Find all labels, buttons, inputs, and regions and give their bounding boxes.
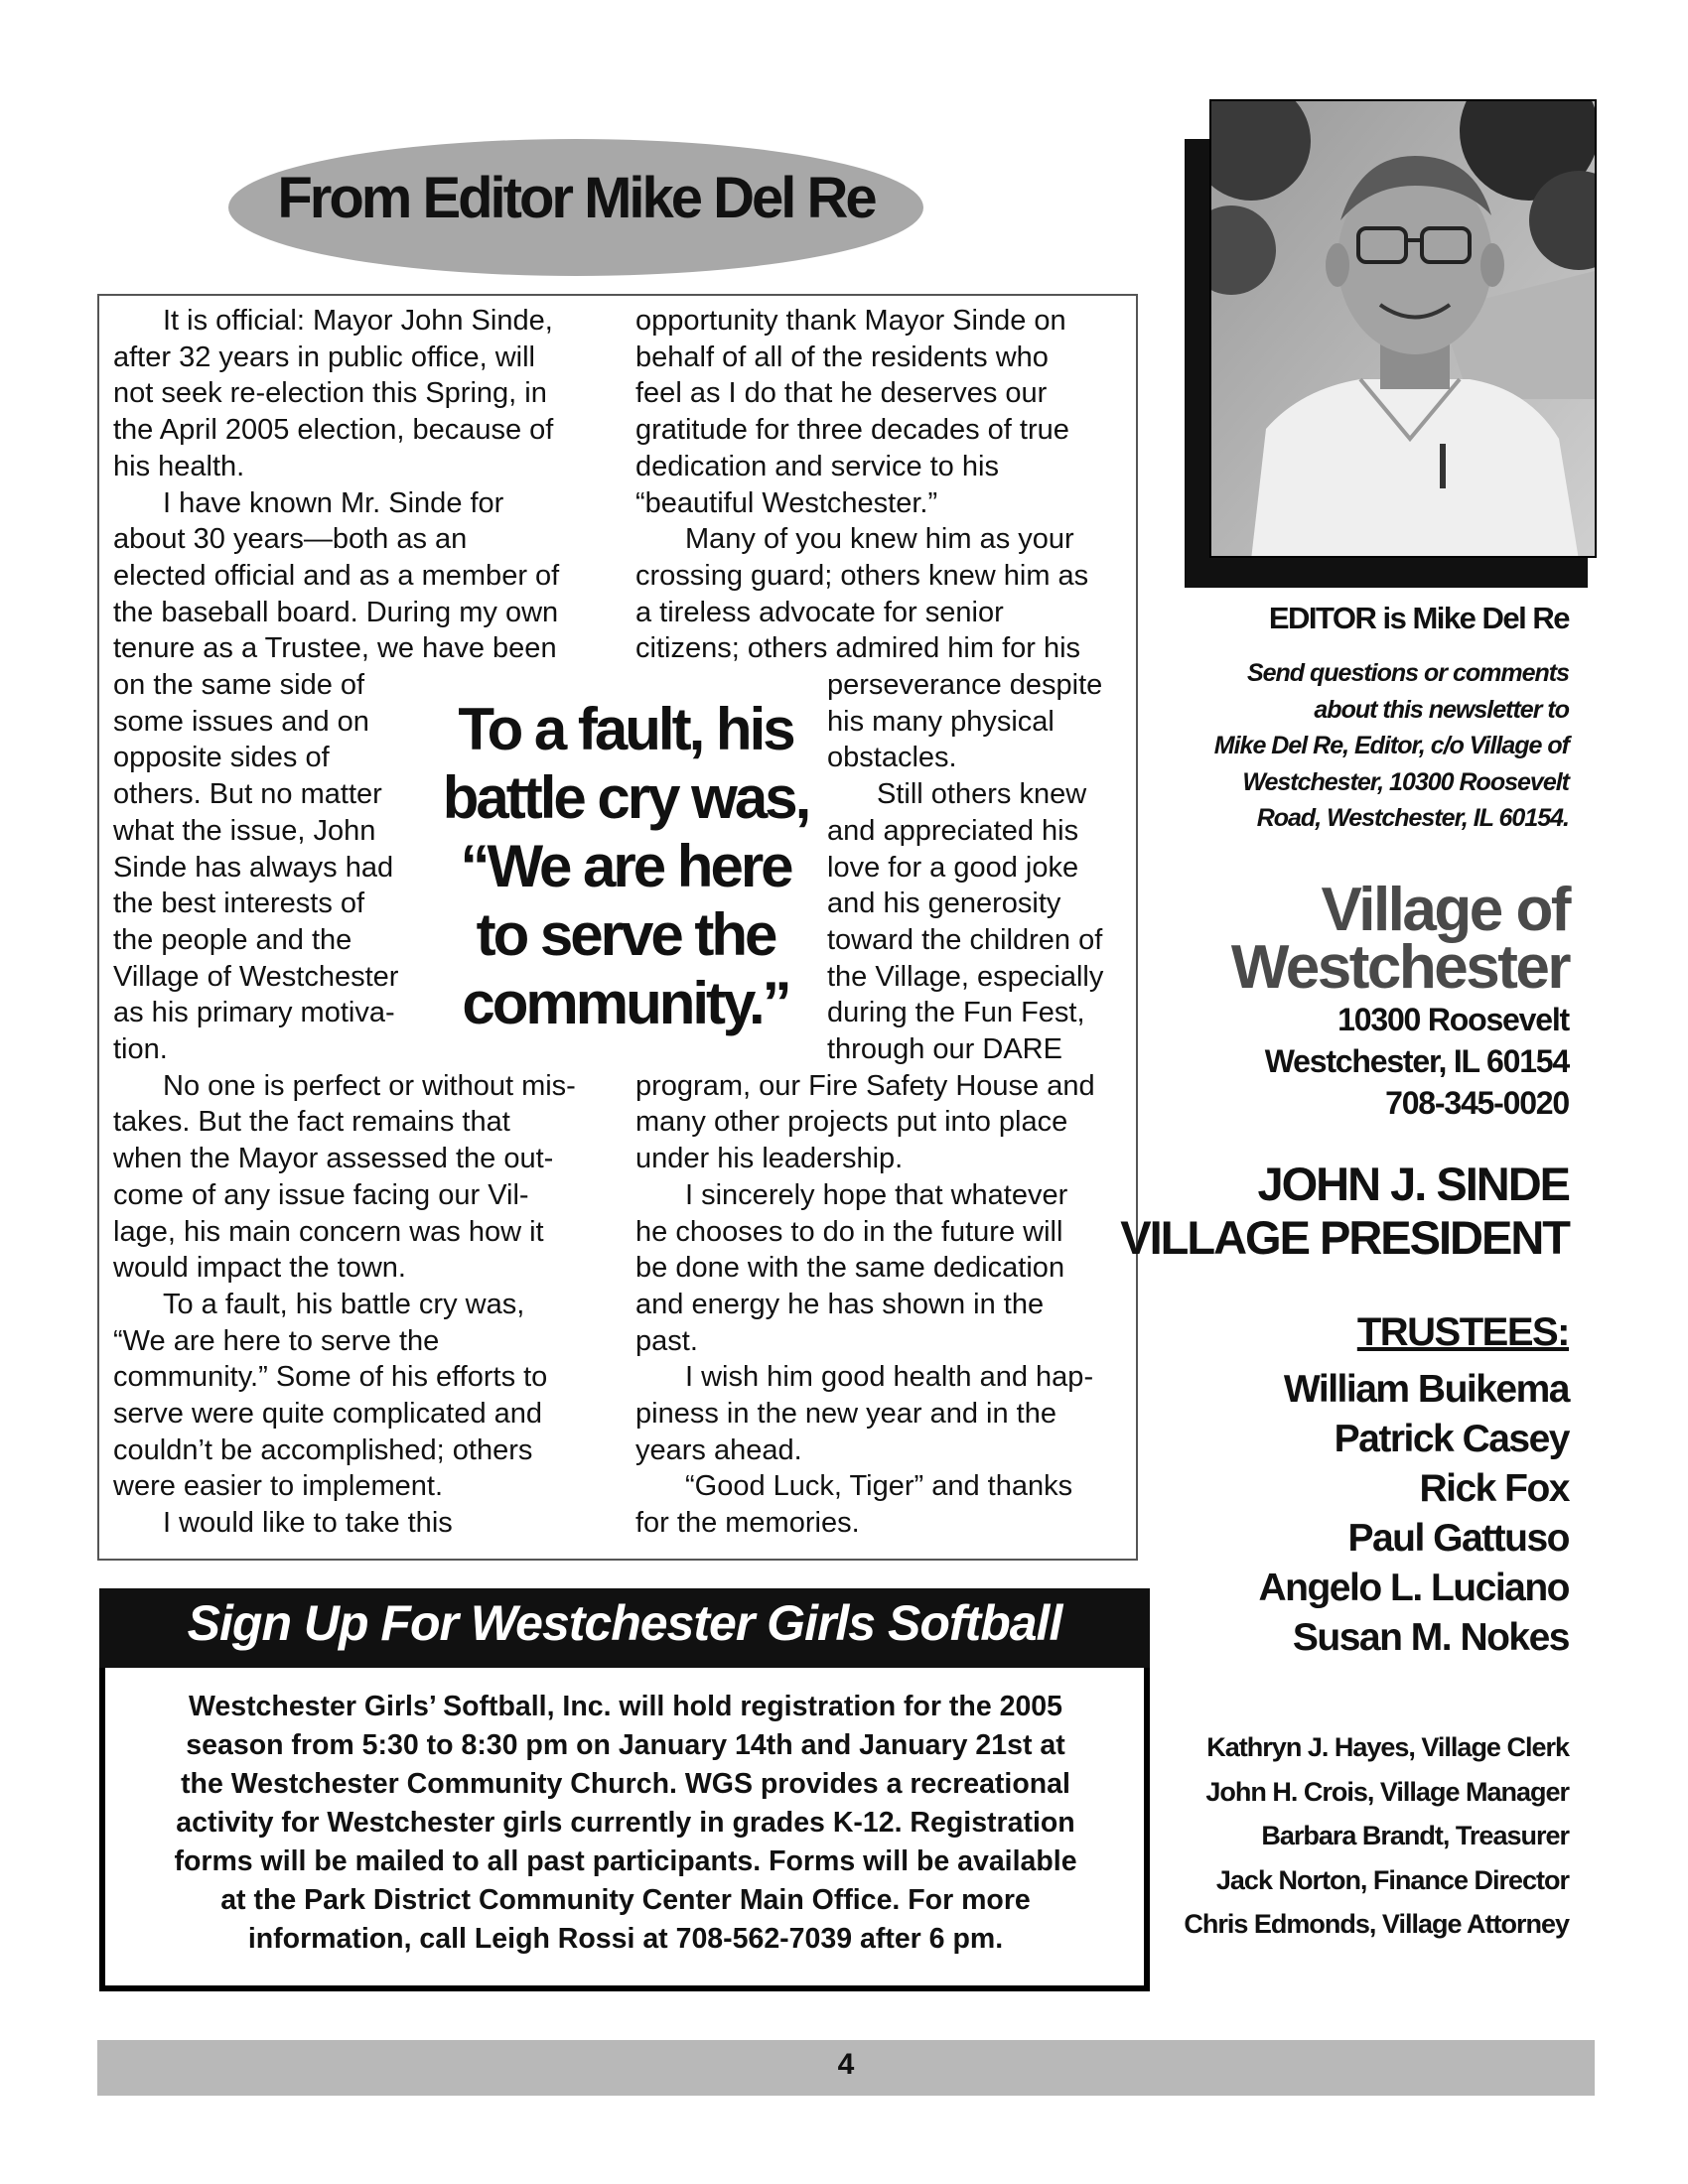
- softball-line: Westchester Girls’ Softball, Inc. will hold registration for the 2005: [188, 1691, 1063, 1722]
- official-entry: Chris Edmonds, Village Attorney: [1184, 1909, 1569, 1939]
- village-name-line: Westchester: [1230, 933, 1569, 1002]
- president-title: VILLAGE PRESIDENT: [1120, 1211, 1569, 1264]
- softball-title: Sign Up For Westchester Girls Softball: [187, 1595, 1062, 1651]
- article-line: the people and the: [113, 923, 352, 956]
- pull-quote: [437, 695, 814, 1037]
- softball-line: information, call Leigh Rossi at 708-562-7039 after 6 pm.: [247, 1923, 1004, 1955]
- article-line: be done with the same dedication: [635, 1252, 1065, 1285]
- article-line: “We are here to serve the: [113, 1324, 440, 1357]
- article-line: I have known Mr. Sinde for: [163, 486, 504, 519]
- official-entry: Kathryn J. Hayes, Village Clerk: [1206, 1732, 1569, 1762]
- article-line: as his primary motiva-: [113, 997, 395, 1029]
- article-line: gratitude for three decades of true: [635, 414, 1069, 447]
- article-line: tenure as a Trustee, we have been: [113, 632, 557, 665]
- article-line: opportunity thank Mayor Sinde on: [635, 305, 1066, 337]
- article-line: I wish him good health and hap-: [685, 1361, 1094, 1394]
- trustee-name: Susan M. Nokes: [1292, 1616, 1569, 1659]
- article-line: through our DARE: [827, 1033, 1062, 1065]
- article-line: when the Mayor assessed the out-: [113, 1143, 554, 1175]
- trustee-name: Patrick Casey: [1334, 1418, 1569, 1460]
- article-line: after 32 years in public office, will: [113, 341, 536, 373]
- article-line: not seek re-election this Spring, in: [113, 377, 547, 410]
- softball-line: season from 5:30 to 8:30 pm on January 14th and January 21st at: [186, 1729, 1065, 1761]
- trustee-name: William Buikema: [1283, 1368, 1569, 1411]
- article-line: Sinde has always had: [113, 851, 394, 884]
- pull-quote-line: “We are here: [460, 833, 791, 899]
- article-line: many other projects put into place: [635, 1106, 1068, 1139]
- article-line: his many physical: [827, 705, 1055, 738]
- article-line: the April 2005 election, because of: [113, 414, 554, 447]
- village-name: [1230, 876, 1569, 1002]
- president-name: JOHN J. SINDE: [1257, 1158, 1569, 1210]
- article-line: come of any issue facing our Vil-: [113, 1178, 529, 1211]
- page-title: From Editor Mike Del Re: [277, 166, 875, 230]
- softball-line: at the Park District Community Center Main Office. For more: [220, 1884, 1031, 1916]
- article-line: community.” Some of his efforts to: [113, 1361, 548, 1394]
- send-note-line: about this newsletter to: [1314, 695, 1569, 724]
- article-line: would impact the town.: [113, 1252, 406, 1285]
- article-line: tion.: [113, 1033, 168, 1065]
- trustee-name: Paul Gattuso: [1347, 1517, 1569, 1560]
- article-line: I would like to take this: [163, 1507, 453, 1540]
- article-line: were easier to implement.: [113, 1470, 444, 1503]
- article-line: piness in the new year and in the: [635, 1398, 1056, 1430]
- send-note-line: Mike Del Re, Editor, c/o Village of: [1213, 732, 1569, 759]
- softball-line: activity for Westchester girls currently in grades K-12. Registration: [176, 1807, 1075, 1839]
- official-entry: Barbara Brandt, Treasurer: [1261, 1821, 1569, 1850]
- article-line: takes. But the fact remains that: [113, 1106, 510, 1139]
- pull-quote-line: community.”: [462, 970, 789, 1036]
- article-line: lage, his main concern was how it: [113, 1215, 544, 1248]
- article-line: his health.: [113, 450, 245, 482]
- article-line: citizens; others admired him for his: [635, 632, 1081, 665]
- village-address-line: Westchester, IL 60154: [1264, 1043, 1569, 1079]
- village-name-line: Village of: [1321, 876, 1569, 944]
- article-line: for the memories.: [635, 1507, 860, 1540]
- pull-quote-line: To a fault, his: [458, 696, 793, 762]
- article-line: behalf of all of the residents who: [635, 341, 1049, 373]
- village-president: [1120, 1158, 1569, 1265]
- editor-portrait-image: [1211, 101, 1597, 558]
- article-line: a tireless advocate for senior: [635, 596, 1004, 628]
- article-line: others. But no matter: [113, 778, 382, 811]
- send-note: [1214, 655, 1569, 837]
- article-line: and appreciated his: [827, 814, 1079, 847]
- article-line: under his leadership.: [635, 1143, 904, 1175]
- article-line: the Village, especially: [827, 960, 1104, 993]
- article-line: obstacles.: [827, 742, 957, 774]
- village-address-line: 10300 Roosevelt: [1337, 1002, 1569, 1037]
- official-entry: John H. Crois, Village Manager: [1205, 1776, 1569, 1807]
- trustees-heading: TRUSTEES:: [1356, 1310, 1569, 1354]
- article-line: No one is perfect or without mis-: [163, 1069, 576, 1102]
- send-note-line: Send questions or comments: [1246, 659, 1569, 687]
- village-address: [1265, 999, 1569, 1124]
- article-line: the best interests of: [113, 887, 365, 920]
- article-line: some issues and on: [113, 705, 369, 738]
- trustees-list: [1259, 1365, 1570, 1663]
- article-line: feel as I do that he deserves our: [635, 377, 1048, 410]
- trustee-name: Angelo L. Luciano: [1258, 1567, 1569, 1609]
- article-line: on the same side of: [113, 669, 365, 701]
- article-line: dedication and service to his: [635, 450, 999, 482]
- softball-body: [129, 1688, 1122, 1959]
- softball-line: forms will be mailed to all past participants. Forms will be available: [174, 1845, 1077, 1877]
- article-line: It is official: Mayor John Sinde,: [163, 305, 553, 337]
- trustee-name: Rick Fox: [1419, 1467, 1569, 1510]
- editor-label: EDITOR is Mike Del Re: [1268, 601, 1569, 635]
- article-line: he chooses to do in the future will: [635, 1215, 1063, 1248]
- article-line: during the Fun Fest,: [827, 997, 1085, 1029]
- article-line: perseverance despite: [827, 669, 1103, 701]
- softball-line: the Westchester Community Church. WGS provides a recreational: [181, 1768, 1070, 1800]
- article-line: what the issue, John: [113, 814, 376, 847]
- article-line: past.: [635, 1324, 698, 1357]
- article-line: opposite sides of: [113, 742, 330, 774]
- pull-quote-line: to serve the: [476, 901, 775, 968]
- send-note-line: Westchester, 10300 Roosevelt: [1242, 767, 1569, 796]
- article-line: love for a good joke: [827, 851, 1079, 884]
- article-line: toward the children of: [827, 923, 1103, 956]
- editor-photo: [1209, 99, 1597, 558]
- page-number: 4: [837, 2048, 855, 2081]
- village-phone: 708-345-0020: [1385, 1085, 1569, 1121]
- article-line: couldn’t be accomplished; others: [113, 1433, 533, 1466]
- article-line: program, our Fire Safety House and: [635, 1069, 1095, 1102]
- article-line: Still others knew: [877, 778, 1087, 811]
- article-line: years ahead.: [635, 1433, 802, 1466]
- article-line: “beautiful Westchester.”: [635, 486, 938, 519]
- send-note-line: Road, Westchester, IL 60154.: [1256, 804, 1569, 832]
- article-line: I sincerely hope that whatever: [685, 1178, 1068, 1211]
- officials-list: [1184, 1725, 1569, 1947]
- article-line: To a fault, his battle cry was,: [163, 1288, 525, 1320]
- article-line: “Good Luck, Tiger” and thanks: [685, 1470, 1073, 1503]
- article-line: serve were quite complicated and: [113, 1398, 543, 1430]
- article-line: crossing guard; others knew him as: [635, 559, 1089, 592]
- article-line: and energy he has shown in the: [635, 1288, 1045, 1320]
- article-line: and his generosity: [827, 887, 1061, 920]
- pull-quote-line: battle cry was,: [442, 764, 809, 831]
- article-line: Village of Westchester: [113, 960, 399, 993]
- article-line: elected official and as a member of: [113, 559, 560, 592]
- article-line: the baseball board. During my own: [113, 596, 559, 628]
- official-entry: Jack Norton, Finance Director: [1215, 1864, 1569, 1895]
- article-line: Many of you knew him as your: [685, 523, 1074, 556]
- article-line: about 30 years—both as an: [113, 523, 468, 556]
